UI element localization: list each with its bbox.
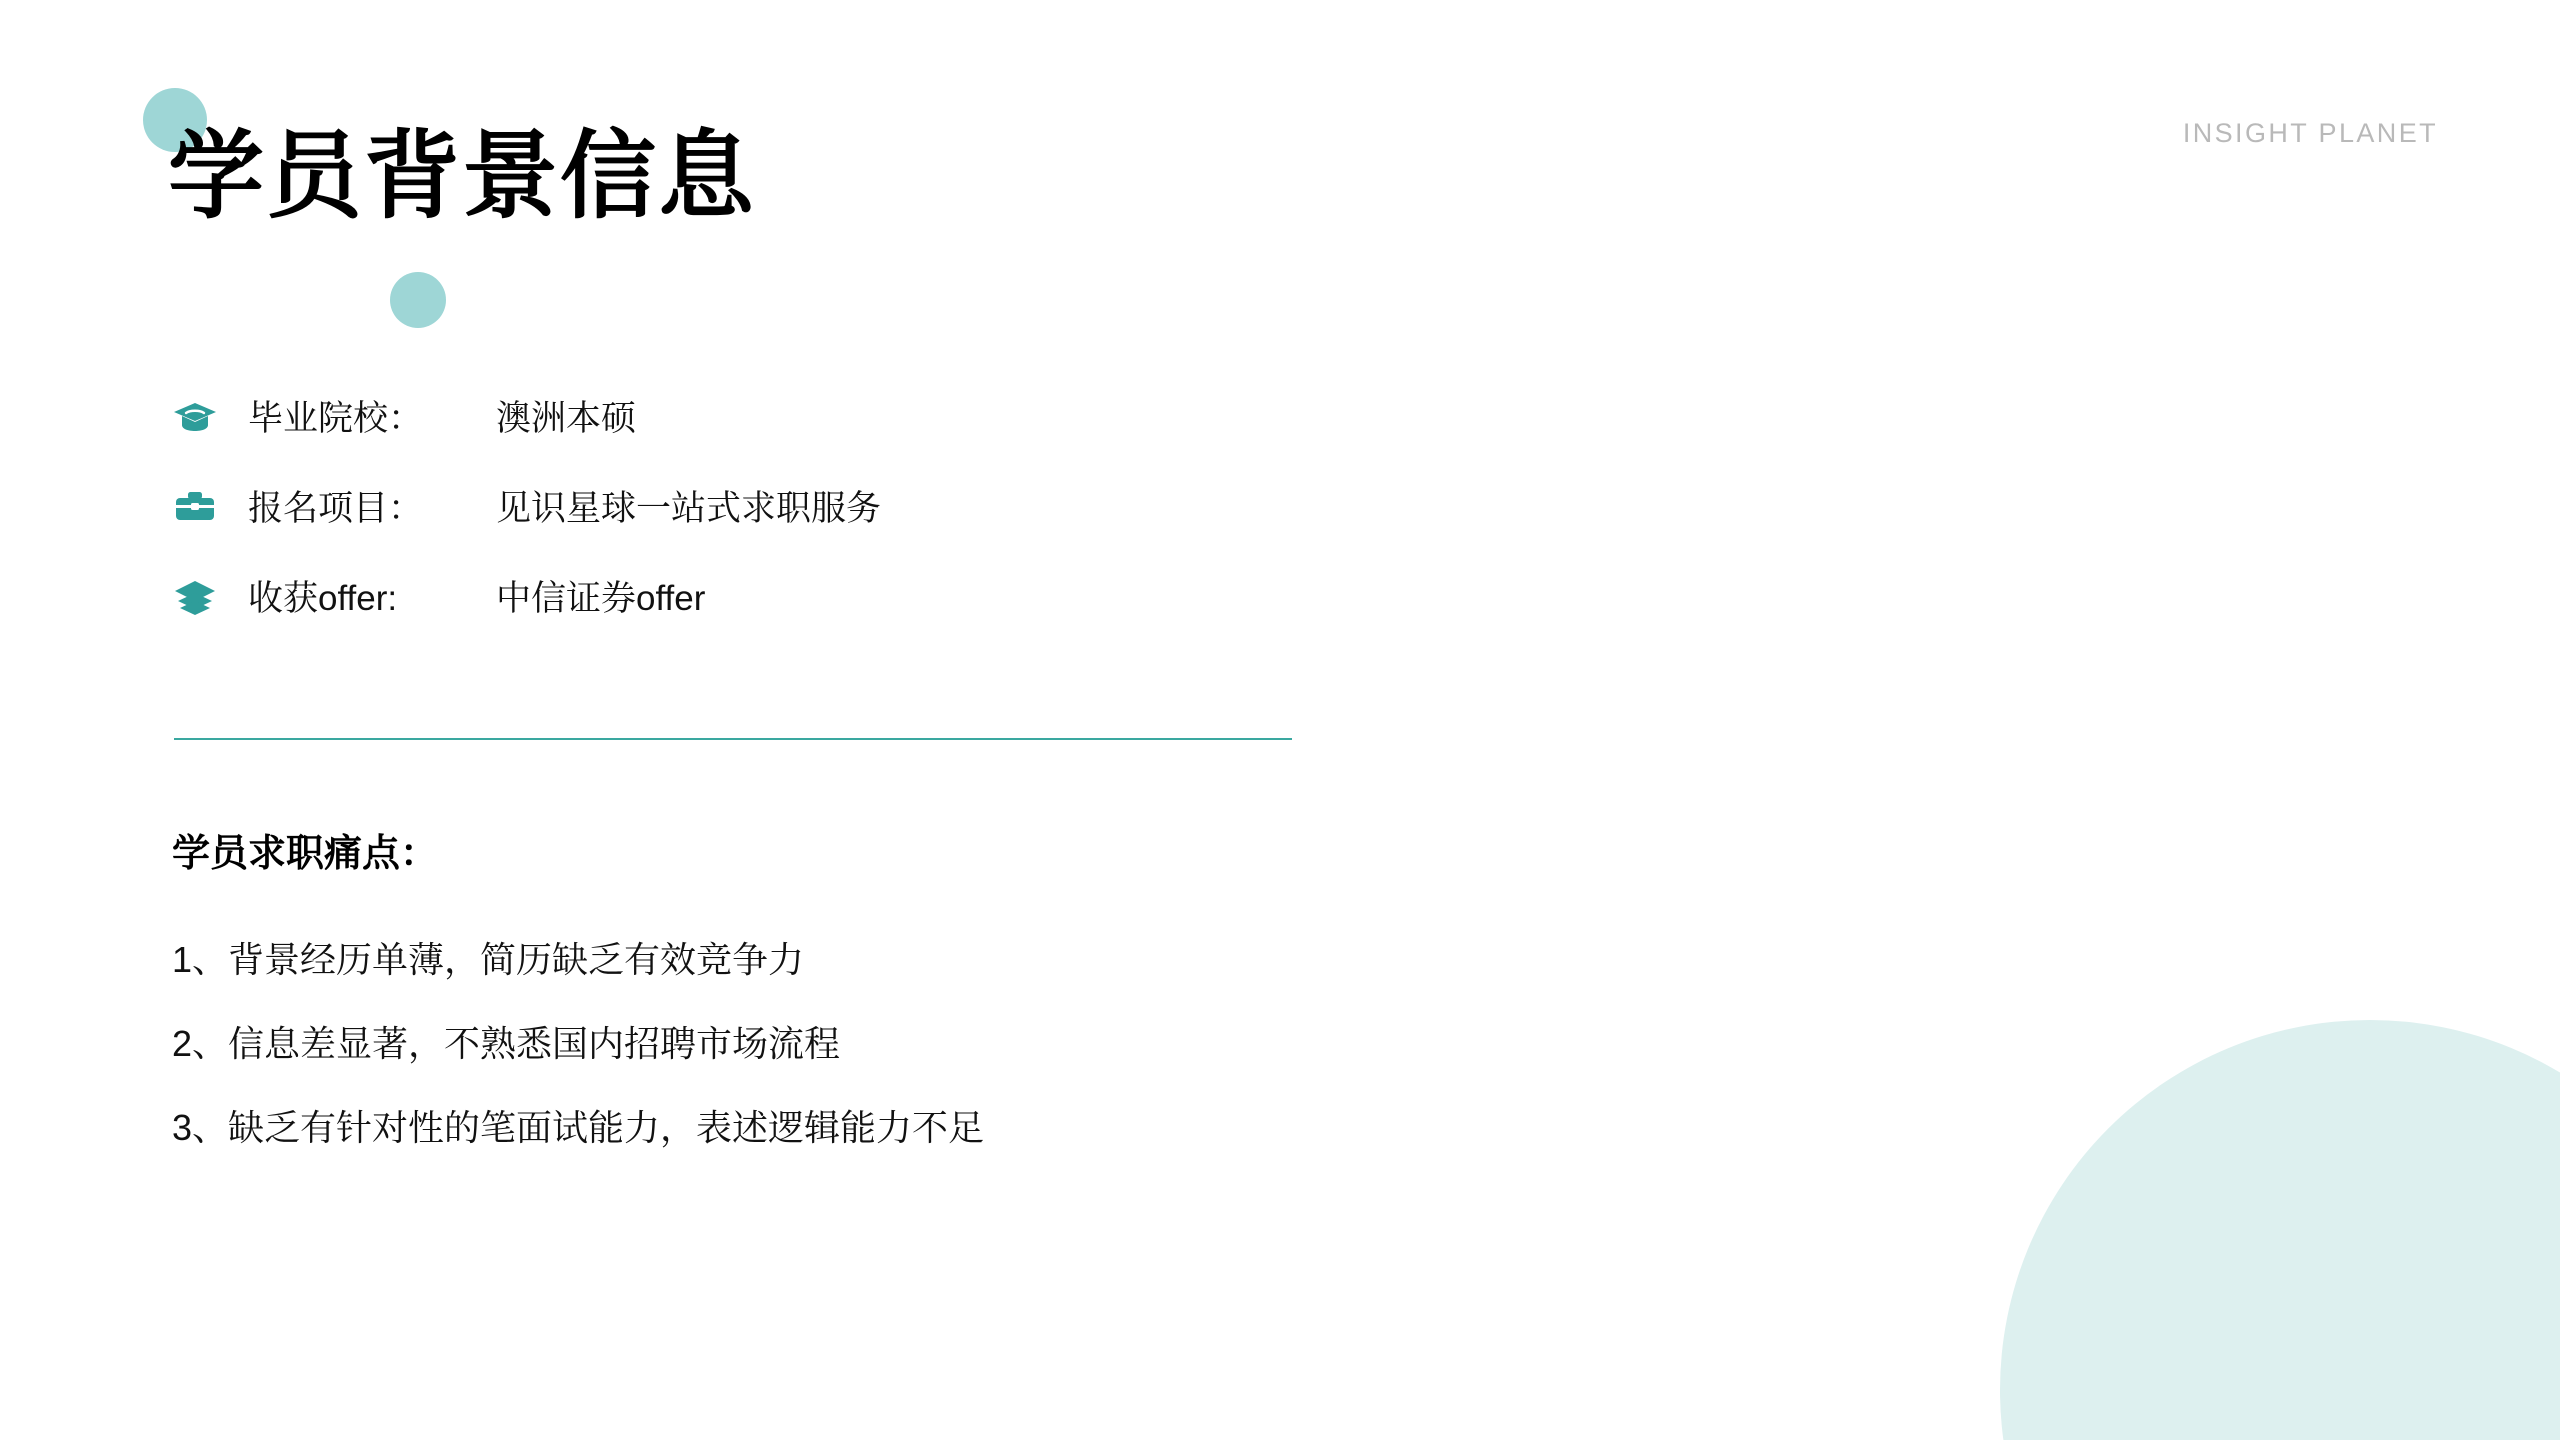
list-item-label: 报名项目： bbox=[248, 489, 424, 528]
graduation-cap-icon bbox=[172, 393, 218, 439]
page-title: 学员背景信息 bbox=[168, 123, 756, 230]
list-item-value: 中信证券offer bbox=[496, 579, 706, 618]
decorative-corner-circle bbox=[2000, 1020, 2560, 1440]
list-item bbox=[172, 388, 881, 444]
list-item: 2、信息差显著，不熟悉国内招聘市场流程 bbox=[172, 1023, 841, 1064]
layers-icon bbox=[172, 573, 218, 619]
briefcase-icon bbox=[172, 483, 218, 529]
list-item-value: 澳洲本硕 bbox=[496, 399, 637, 438]
list-item bbox=[172, 568, 881, 624]
student-background-list bbox=[172, 388, 881, 624]
list-item bbox=[172, 478, 881, 534]
section-divider bbox=[174, 738, 1292, 740]
brand-label: INSIGHT PLANET bbox=[2182, 118, 2438, 148]
pain-points-heading: 学员求职痛点： bbox=[172, 833, 439, 875]
list-item-label: 毕业院校： bbox=[248, 399, 424, 438]
list-item-value: 见识星球一站式求职服务 bbox=[496, 489, 882, 528]
list-item: 3、缺乏有针对性的笔面试能力，表述逻辑能力不足 bbox=[172, 1107, 985, 1148]
pain-points-list bbox=[172, 939, 985, 1148]
list-item-label: 收获offer: bbox=[248, 579, 398, 618]
decorative-circle-bottom bbox=[390, 272, 446, 328]
list-item: 1、背景经历单薄，简历缺乏有效竞争力 bbox=[172, 939, 805, 980]
